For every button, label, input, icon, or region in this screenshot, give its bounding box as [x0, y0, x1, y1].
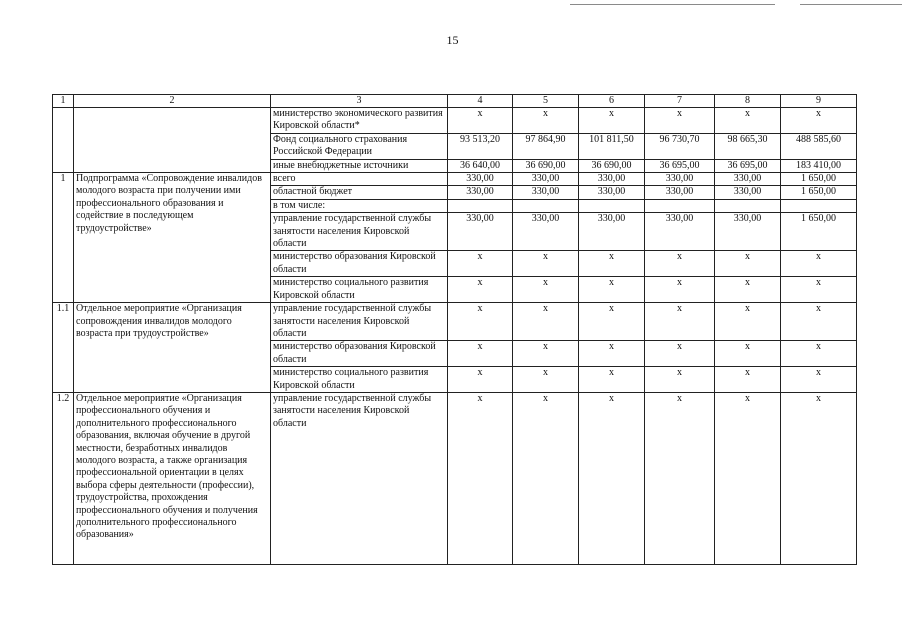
row-number-cell: 1.1	[53, 303, 74, 393]
amount-cell	[513, 199, 579, 212]
amount-cell: x	[645, 251, 715, 277]
table-row	[53, 303, 857, 341]
amount-cell: 330,00	[448, 186, 513, 199]
budget-table	[52, 94, 857, 565]
amount-cell	[448, 199, 513, 212]
program-name-cell	[74, 108, 271, 173]
column-header: 3	[271, 95, 448, 108]
amount-cell: x	[448, 367, 513, 393]
amount-cell: x	[715, 392, 781, 564]
amount-cell: x	[513, 367, 579, 393]
column-header: 2	[74, 95, 271, 108]
amount-cell: x	[645, 392, 715, 564]
amount-cell: x	[715, 367, 781, 393]
amount-cell: 330,00	[448, 213, 513, 251]
amount-cell: 98 665,30	[715, 133, 781, 159]
amount-cell: x	[513, 108, 579, 134]
amount-cell: 93 513,20	[448, 133, 513, 159]
funding-source-cell: управление государственной службы занятости населения Кировской области	[271, 392, 448, 564]
funding-source-cell: Фонд социального страхования Российской Федерации	[271, 133, 448, 159]
amount-cell: x	[579, 392, 645, 564]
amount-cell: 101 811,50	[579, 133, 645, 159]
amount-cell: x	[513, 303, 579, 341]
amount-cell: x	[513, 277, 579, 303]
table-row	[53, 108, 857, 134]
amount-cell	[645, 199, 715, 212]
top-rule-left	[570, 4, 775, 5]
amount-cell: x	[781, 251, 857, 277]
funding-source-cell: министерство социального развития Кировской области	[271, 277, 448, 303]
funding-source-cell: министерство образования Кировской области	[271, 251, 448, 277]
column-header: 8	[715, 95, 781, 108]
funding-source-cell: иные внебюджетные источники	[271, 159, 448, 172]
amount-cell: 330,00	[645, 213, 715, 251]
column-header: 1	[53, 95, 74, 108]
column-header: 7	[645, 95, 715, 108]
column-header: 4	[448, 95, 513, 108]
amount-cell: x	[448, 392, 513, 564]
amount-cell	[715, 199, 781, 212]
amount-cell: 330,00	[645, 173, 715, 186]
amount-cell: x	[781, 277, 857, 303]
amount-cell: 330,00	[448, 173, 513, 186]
column-header: 5	[513, 95, 579, 108]
amount-cell: 36 640,00	[448, 159, 513, 172]
funding-source-cell: министерство образования Кировской области	[271, 341, 448, 367]
funding-source-cell: в том числе:	[271, 199, 448, 212]
program-name-cell: Подпрограмма «Сопровождение инвалидов молодого возраста при получении ими профессионального образования и содействие в последующем трудоустройстве»	[74, 173, 271, 303]
funding-source-cell: министерство экономического развития Кировской области*	[271, 108, 448, 134]
column-header: 9	[781, 95, 857, 108]
amount-cell: x	[579, 108, 645, 134]
table-row	[53, 392, 857, 564]
amount-cell: x	[645, 367, 715, 393]
row-number-cell: 1	[53, 173, 74, 303]
amount-cell: 330,00	[715, 213, 781, 251]
program-name-cell: Отдельное мероприятие «Организация сопровождения инвалидов молодого возраста при трудоустройстве»	[74, 303, 271, 393]
row-number-cell: 1.2	[53, 392, 74, 564]
column-number-row	[53, 95, 857, 108]
funding-source-cell: управление государственной службы занятости населения Кировской области	[271, 213, 448, 251]
amount-cell: x	[715, 277, 781, 303]
amount-cell: x	[645, 108, 715, 134]
amount-cell: x	[513, 341, 579, 367]
amount-cell: 330,00	[513, 173, 579, 186]
amount-cell: x	[513, 392, 579, 564]
amount-cell	[579, 199, 645, 212]
funding-source-cell: всего	[271, 173, 448, 186]
funding-source-cell: управление государственной службы занятости населения Кировской области	[271, 303, 448, 341]
column-header: 6	[579, 95, 645, 108]
amount-cell: x	[645, 341, 715, 367]
amount-cell: 330,00	[513, 186, 579, 199]
amount-cell: x	[715, 303, 781, 341]
amount-cell: 183 410,00	[781, 159, 857, 172]
amount-cell: 330,00	[579, 173, 645, 186]
table-row	[53, 173, 857, 186]
amount-cell: 330,00	[715, 173, 781, 186]
amount-cell: x	[448, 303, 513, 341]
amount-cell: 97 864,90	[513, 133, 579, 159]
program-name-cell: Отдельное мероприятие «Организация профессионального обучения и дополнительного профессионального образования, включая обучение в другой местности, безработных инвалидов молодого возраста, а также организация профессиональной ориентации в целях выбора сферы деятельности (профессии), трудоустройства, прохождения профессионального обучения и получения дополнительного профессионального образования»	[74, 392, 271, 564]
funding-source-cell: министерство социального развития Кировской области	[271, 367, 448, 393]
amount-cell: 36 690,00	[513, 159, 579, 172]
amount-cell: x	[715, 108, 781, 134]
amount-cell: x	[579, 341, 645, 367]
amount-cell: 330,00	[513, 213, 579, 251]
amount-cell: 36 695,00	[715, 159, 781, 172]
amount-cell	[781, 199, 857, 212]
amount-cell: 1 650,00	[781, 213, 857, 251]
amount-cell: 488 585,60	[781, 133, 857, 159]
amount-cell: 1 650,00	[781, 173, 857, 186]
amount-cell: x	[715, 341, 781, 367]
amount-cell: 330,00	[715, 186, 781, 199]
funding-source-cell: областной бюджет	[271, 186, 448, 199]
amount-cell: x	[579, 367, 645, 393]
amount-cell: 36 695,00	[645, 159, 715, 172]
top-rule-right	[800, 4, 902, 5]
amount-cell: x	[579, 303, 645, 341]
amount-cell: 96 730,70	[645, 133, 715, 159]
amount-cell: x	[448, 277, 513, 303]
amount-cell: x	[781, 392, 857, 564]
amount-cell: x	[448, 251, 513, 277]
amount-cell: 330,00	[579, 186, 645, 199]
page-number: 15	[446, 33, 459, 47]
amount-cell: x	[781, 108, 857, 134]
amount-cell: 36 690,00	[579, 159, 645, 172]
amount-cell: x	[579, 277, 645, 303]
row-number-cell	[53, 108, 74, 173]
amount-cell: x	[781, 367, 857, 393]
amount-cell: 330,00	[579, 213, 645, 251]
amount-cell: x	[781, 303, 857, 341]
amount-cell: 330,00	[645, 186, 715, 199]
amount-cell: x	[448, 108, 513, 134]
amount-cell: x	[715, 251, 781, 277]
amount-cell: x	[579, 251, 645, 277]
amount-cell: x	[513, 251, 579, 277]
amount-cell: x	[781, 341, 857, 367]
amount-cell: x	[645, 303, 715, 341]
amount-cell: x	[448, 341, 513, 367]
amount-cell: x	[645, 277, 715, 303]
amount-cell: 1 650,00	[781, 186, 857, 199]
